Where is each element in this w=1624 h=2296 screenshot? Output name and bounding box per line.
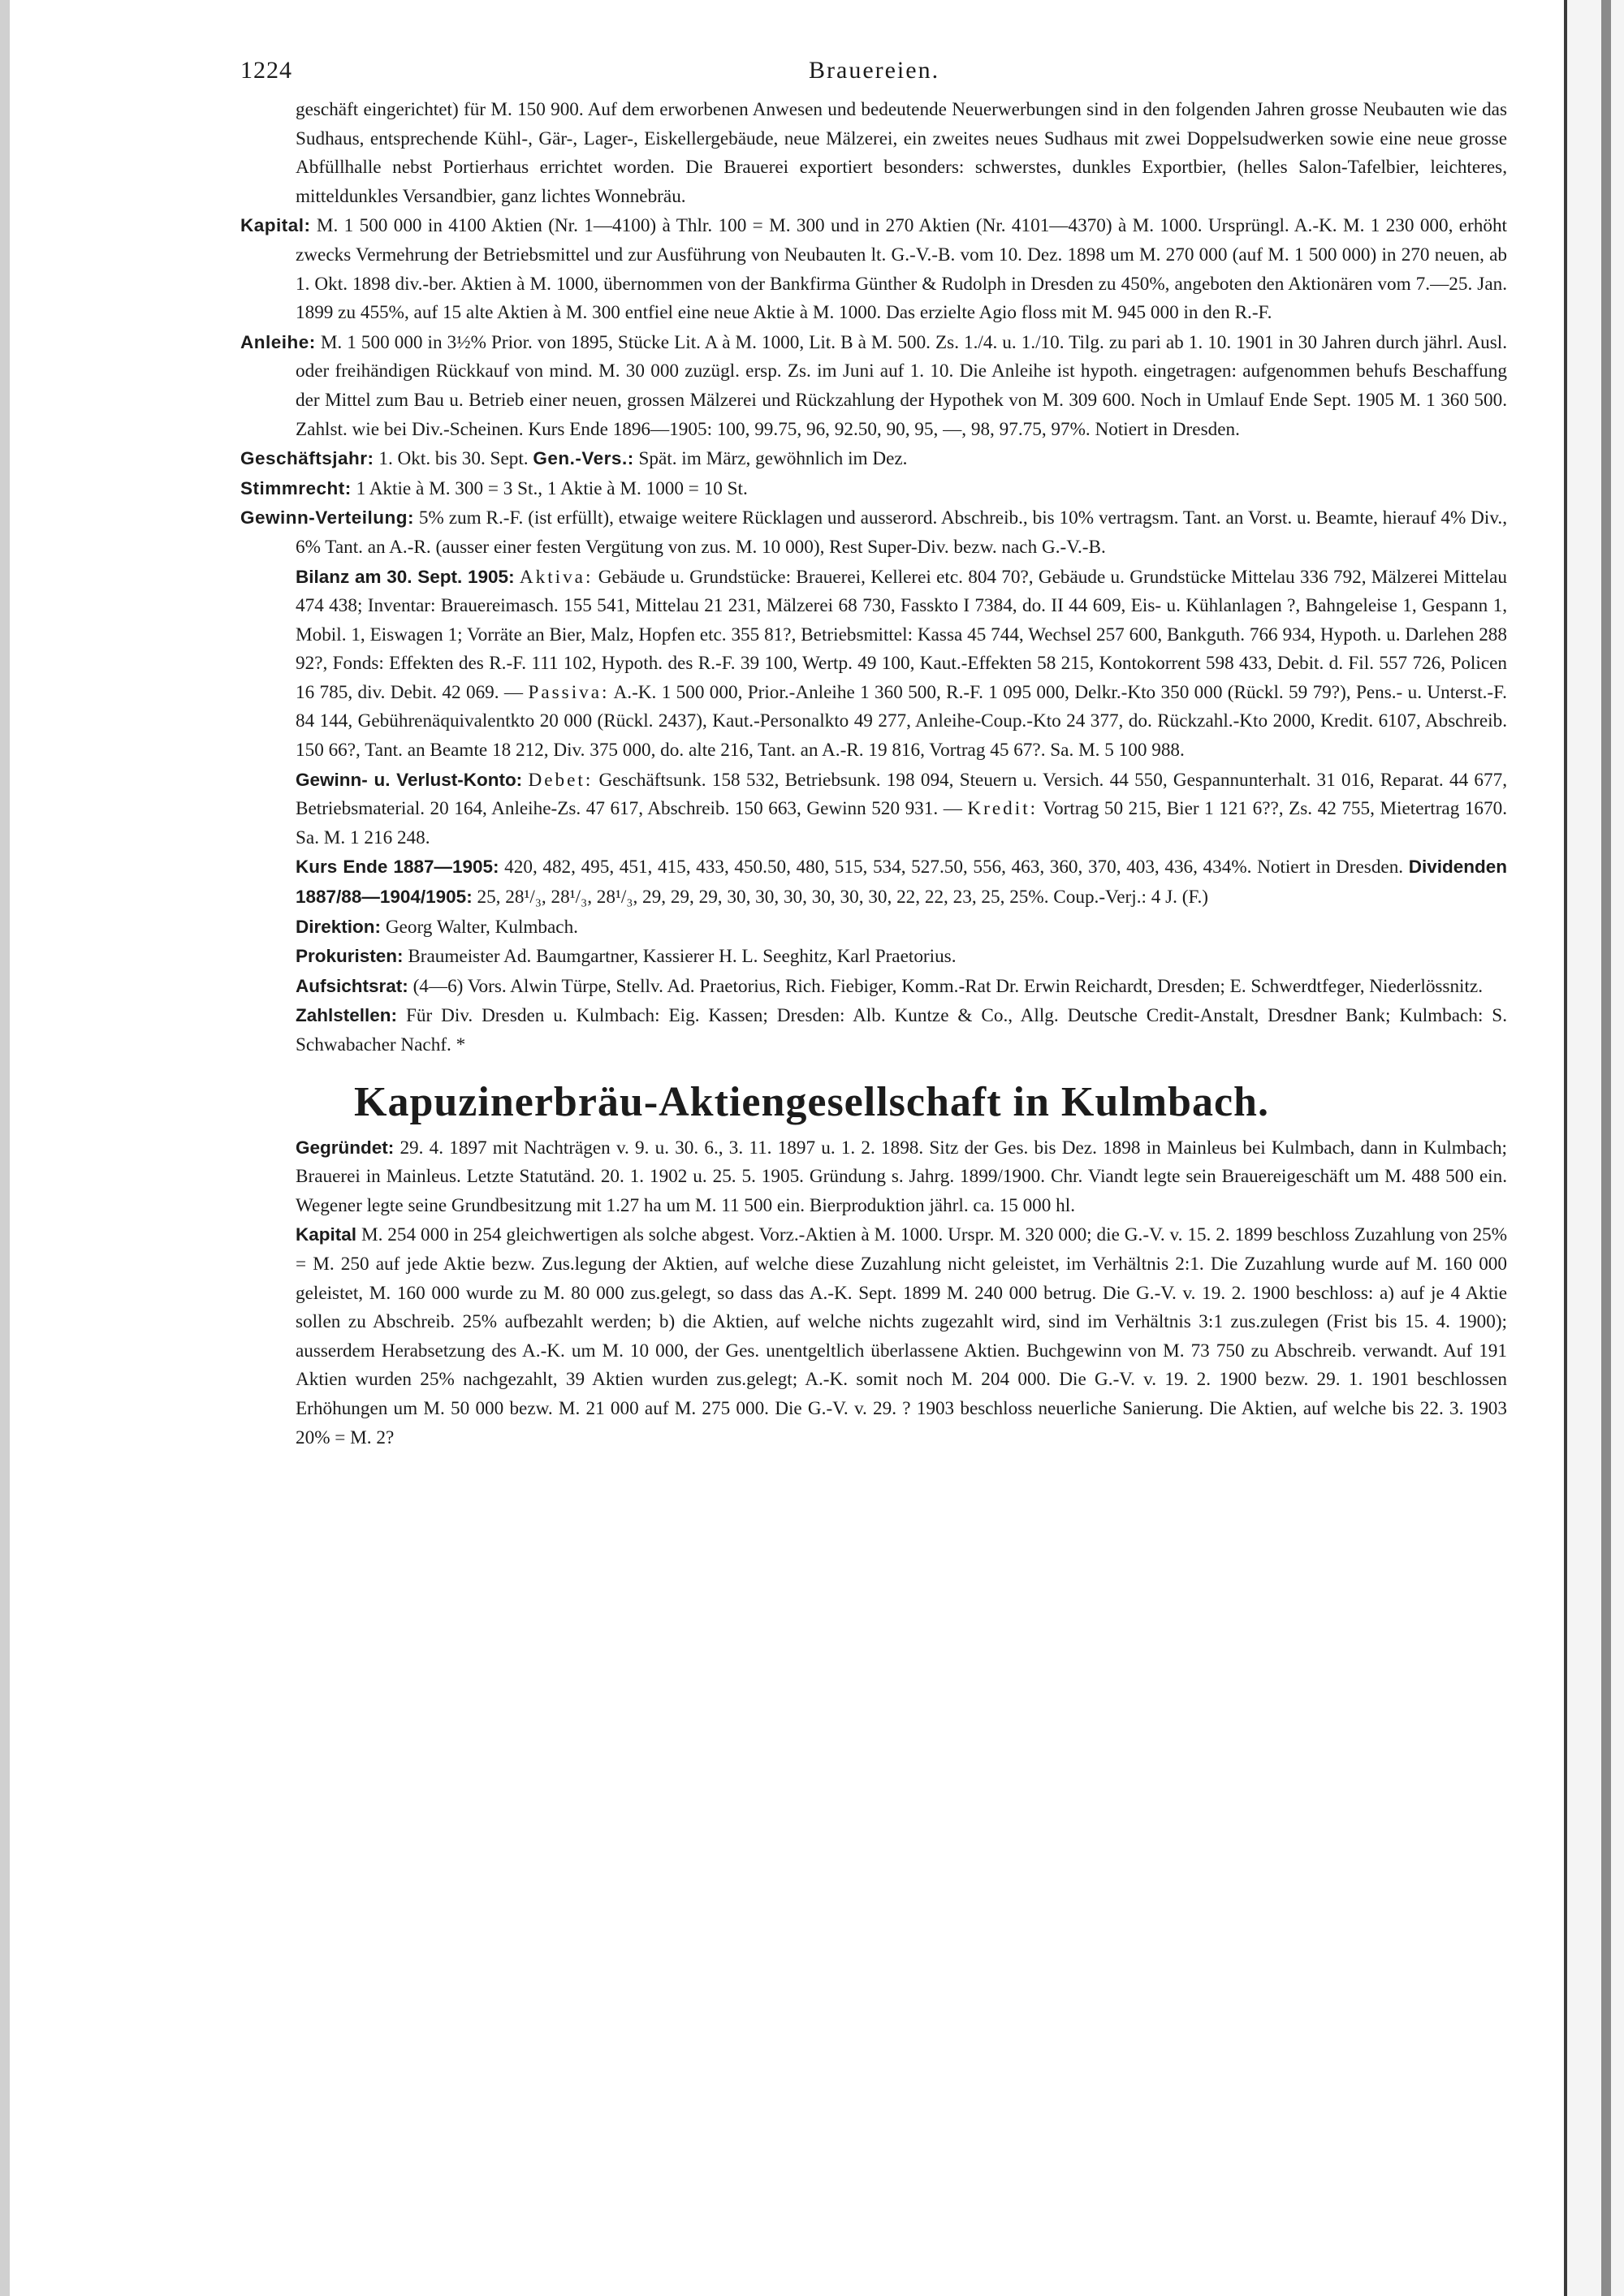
text-gegruendet: 29. 4. 1897 mit Nachträgen v. 9. u. 30. 6., 3. 11. 1897 u. 1. 2. 1898. Sitz der Ges. bis Dez. 1898 in Mainleus bei Kulmbach, dann in Kulmbach; Brauerei in Mainleus. Letzte Statutänd. 20. 1. 1902 u. 25. 5. 1905. Gründung s. Jahrg. 1899/1900. Chr. Viandt legte sein Brauereigeschäft um M. 488 500 ein. Wegener legte seine Grundbesitzung mit 1.27 ha um M. 11 500 ein. Bierproduktion jährl. ca. 15 000 hl.: [296, 1137, 1507, 1216]
text-geschaeftsjahr: 1. Okt. bis 30. Sept.: [378, 448, 529, 470]
label-stimmrecht: Stimmrecht:: [240, 477, 352, 498]
label-company-kapital: Kapital: [296, 1224, 357, 1245]
entry-kurs: [240, 852, 1507, 912]
page-body: [240, 96, 1507, 1452]
text-stimmrecht: 1 Aktie à M. 300 = 3 St., 1 Aktie à M. 1000 = 10 St.: [356, 477, 748, 499]
company-title: Kapuzinerbräu-Aktiengesellschaft in Kulmbach.: [354, 1078, 1269, 1125]
entry-gewinn-verteilung: [240, 503, 1507, 562]
label-guv: Gewinn- u. Verlust-Konto:: [296, 769, 523, 790]
text-kurs: 420, 482, 495, 451, 415, 433, 450.50, 480, 515, 534, 527.50, 556, 463, 360, 370, 403, 436, 434%. Notiert in Dresden.: [504, 857, 1404, 878]
word-kredit: Kredit:: [967, 798, 1039, 820]
word-passiva: Passiva:: [528, 681, 610, 703]
text-bilanz-passiva: A.-K. 1 500 000, Prior.-Anleihe 1 360 500, R.-F. 1 095 000, Delkr.-Kto 350 000 (Rückl. 59 79?), Pens.- u. Unterst.-F. 84 144, Gebührenäquivalentkto 20 000 (Rückl. 2437), Kaut.-Personalkto 49 277, Anleihe-Coup.-Kto 24 377, do. Rückzahl.-Kto 2000, Kredit. 6107, Abschreib. 150 66?, Tant. an Beamte 18 212, Div. 375 000, do. alte 216, Tant. an A.-R. 19 816, Vortrag 45 67?. Sa. M. 5 100 988.: [296, 681, 1507, 762]
text-company-kapital: M. 254 000 in 254 gleichwertigen als solche abgest. Vorz.-Aktien à M. 1000. Urspr. M. 320 000; die G.-V. v. 15. 2. 1899 beschloss Zuzahlung von 25% = M. 250 auf jede Aktie bezw. Zus.legung der Aktien, auf welche diese Zuzahlung nicht geleistet, im Verhältnis 2:1. Die Zuzahlung wurde auf M. 160 000 geleistet, M. 160 000 wurde zu M. 80 000 zus.gelegt, so dass das A.-K. Sept. 1899 M. 240 000 betrug. Die G.-V. v. 19. 2. 1900 beschloss: a) auf je 4 Aktie sollen zu Abschreib. 25% aufbezahlt werden; b) die Aktien, auf welche nichts zugezahlt wird, sind im Verhältnis 3:1 zus.zulegen (Frist bis 15. 4. 1900); ausserdem Herabsetzung des A.-K. um M. 10 000, der Ges. unentgeltlich überlassene Aktien. Buchgewinn von M. 73 750 zu Abschreib. verwandt. Auf 191 Aktien wurden 25% nachgezahlt, 39 Aktien wurden zus.gelegt; A.-K. somit noch M. 204 000. Die G.-V. v. 19. 2. 1900 bezw. 29. 1. 1901 beschlossen Erhöhungen um M. 50 000 bezw. M. 21 000 auf M. 275 000. Die G.-V. v. 29. ? 1903 beschloss neuerliche Sanierung. Die Aktien, auf welche bis 22. 3. 1903 20% = M. 2?: [296, 1224, 1508, 1448]
label-kapital: Kapital:: [240, 215, 311, 236]
entry-anleihe: [240, 328, 1507, 444]
text-gewinn-verteilung: 5% zum R.-F. (ist erfüllt), etwaige weitere Rücklagen und ausserord. Abschreib., bis 10% vertragsm. Tant. an Vorst. u. Beamte, hierauf 4% Div., 6% Tant. an A.-R. (ausser einer festen Vergütung von zus. M. 10 000), Rest Super-Div. bezw. nach G.-V.-B.: [296, 507, 1508, 558]
label-anleihe: Anleihe:: [240, 331, 316, 352]
text-aufsichtsrat: (4—6) Vors. Alwin Türpe, Stellv. Ad. Praetorius, Rich. Fiebiger, Komm.-Rat Dr. Erwin Reichardt, Dresden; E. Schwerdtfeger, Niederlössnitz.: [412, 975, 1484, 997]
entry-geschaeftsjahr: [240, 444, 1507, 474]
running-head: [240, 50, 1507, 96]
entry-bilanz: [240, 563, 1507, 766]
label-gewinn-verteilung: Gewinn-Verteilung:: [240, 507, 415, 529]
text-guv-kredit: Vortrag 50 215, Bier 1 121 6??, Zs. 42 755, Mietertrag 1670. Sa. M. 1 216 248.: [296, 798, 1507, 848]
label-geschaeftsjahr: Geschäftsjahr:: [240, 448, 374, 469]
page-number: 1224: [240, 57, 292, 84]
label-dividenden: Dividenden 1887/88—1904/1905:: [296, 857, 1507, 908]
text-anleihe: M. 1 500 000 in 3½% Prior. von 1895, Stücke Lit. A à M. 1000, Lit. B à M. 500. Zs. 1./4. u. 1./10. Tilg. zu pari ab 1. 10. 1901 in 30 Jahren durch jährl. Ausl. oder freihändigen Rückkauf von mind. M. 30 000 zuzügl. ersp. Zs. im Juni auf 1. 10. Die Anleihe ist hypoth. eingetragen: aufgenommen behufs Beschaffung der Mittel zum Bau u. Betrieb einer neuen, grossen Mälzerei und Rückzahlung der Hypothek von M. 309 600. Noch in Umlauf Ende Sept. 1905 M. 1 360 500. Zahlst. wie bei Div.-Scheinen. Kurs Ende 1896—1905: 100, 99.75, 96, 92.50, 90, 95, —, 98, 97.75, 97%. Notiert in Dresden.: [296, 331, 1508, 440]
entry-zahlstellen: [240, 1001, 1507, 1060]
text-dividenden: 25, 28¹/₃, 28¹/₃, 28¹/₃, 29, 29, 29, 30, 30, 30, 30, 30, 30, 22, 22, 23, 25, 25%. Coup.-Verj.: 4 J. (F.): [477, 887, 1209, 908]
text-gen-vers: Spät. im März, gewöhnlich im Dez.: [638, 448, 908, 470]
text-bilanz-aktiva: Gebäude u. Grundstücke: Brauerei, Kellerei etc. 804 70?, Gebäude u. Grundstücke Mittelau 336 792, Mälzerei Mittelau 474 438; Inventar: Brauereimasch. 155 541, Mittelau 21 231, Mälzerei 68 730, Fasskto I 7384, do. II 44 609, Eis- u. Kühlanlagen ?, Bahngeleise 1, Gespann 1, Mobil. 1, Eiswagen 1; Vorräte an Bier, Malz, Hopfen etc. 355 81?, Betriebsmittel: Kassa 45 744, Wechsel 257 600, Bankguth. 766 934, Hypoth. u. Darlehen 288 92?, Fonds: Effekten des R.-F. 111 102, Hypoth. des R.-F. 39 100, Wertp. 49 100, Kaut.-Effekten 58 215, Kontokorrent 598 433, Debit. d. Fil. 557 726, Policen 16 785, div. Debit. 42 069. —: [296, 566, 1508, 703]
prev-company-intro: geschäft eingerichtet) für M. 150 900. Auf dem erworbenen Anwesen und bedeutende Neuerwerbungen sind in den folgenden Jahren grosse Neubauten wie das Sudhaus, entsprechende Kühl-, Gär-, Lager-, Eiskellergebäude, neue Mälzerei, ein zweites neues Sudhaus mit zwei Doppelsudwerken sowie eine neue grosse Abfüllhalle nebst Portierhaus errichtet worden. Die Brauerei exportiert besonders: schwerstes, dunkles Exportbier, (helles Salon-Tafelbier, leichteres, mitteldunkles Versandbier, ganz lichtes Wonnebräu.: [296, 99, 1507, 207]
text-zahlstellen: Für Div. Dresden u. Kulmbach: Eig. Kassen; Dresden: Alb. Kuntze & Co., Allg. Deutsche Credit-Anstalt, Dresdner Bank; Kulmbach: S. Schwabacher Nachf. *: [296, 1005, 1508, 1055]
label-aufsichtsrat: Aufsichtsrat:: [296, 975, 408, 996]
entry-company-kapital: [240, 1220, 1507, 1452]
label-gen-vers: Gen.-Vers.:: [533, 448, 634, 469]
word-debet: Debet:: [528, 769, 594, 791]
label-zahlstellen: Zahlstellen:: [296, 1005, 398, 1026]
text-prokuristen: Braumeister Ad. Baumgartner, Kassierer H. L. Seeghitz, Karl Praetorius.: [408, 946, 957, 968]
entry-direktion: [240, 913, 1507, 943]
entry-gegruendet: [240, 1133, 1507, 1221]
label-prokuristen: Prokuristen:: [296, 946, 404, 967]
entry-stimmrecht: [240, 474, 1507, 504]
page-gutter-left: [0, 0, 10, 2296]
text-direktion: Georg Walter, Kulmbach.: [385, 916, 578, 938]
entry-kapital: [240, 211, 1507, 327]
label-direktion: Direktion:: [296, 916, 382, 937]
text-kapital: M. 1 500 000 in 4100 Aktien (Nr. 1—4100) à Thlr. 100 = M. 300 und in 270 Aktien (Nr. 4101—4370) à M. 1000. Ursprüngl. A.-K. M. 1 230 000, erhöht zwecks Vermehrung der Betriebsmittel und zur Ausführung von Neubauten lt. G.-V.-B. vom 10. Dez. 1898 um M. 270 000 (auf M. 1 500 000) in 270 neuen, ab 1. Okt. 1898 div.-ber. Aktien à M. 1000, übernommen von der Bankfirma Günther & Rudolph in Dresden zu 450%, angeboten den Aktionären vom 7.—25. Jan. 1899 zu 455%, auf 15 alte Aktien à M. 300 entfiel eine neue Aktie à M. 1000. Das erzielte Agio floss mit M. 945 000 in den R.-F.: [296, 215, 1507, 324]
entry-aufsichtsrat: [240, 972, 1507, 1002]
book-page: [240, 50, 1507, 1452]
binding-spine-strip: [1601, 0, 1611, 2296]
entry-guv: [240, 766, 1507, 853]
label-kurs: Kurs Ende 1887—1905:: [296, 857, 499, 878]
book-binding-edge: [1564, 0, 1624, 2296]
text-guv-debet: Geschäftsunk. 158 532, Betriebsunk. 198 094, Steuern u. Versich. 44 550, Gespannunterhalt. 31 016, Reparat. 44 677, Betriebsmaterial. 20 164, Anleihe-Zs. 47 617, Abschreib. 150 663, Gewinn 520 931. —: [296, 769, 1508, 820]
running-title: Brauereien.: [809, 57, 940, 84]
word-aktiva: Aktiva:: [519, 566, 594, 588]
label-bilanz: Bilanz am 30. Sept. 1905:: [296, 566, 515, 587]
entry-prokuristen: [240, 942, 1507, 972]
label-gegruendet: Gegründet:: [296, 1137, 395, 1158]
